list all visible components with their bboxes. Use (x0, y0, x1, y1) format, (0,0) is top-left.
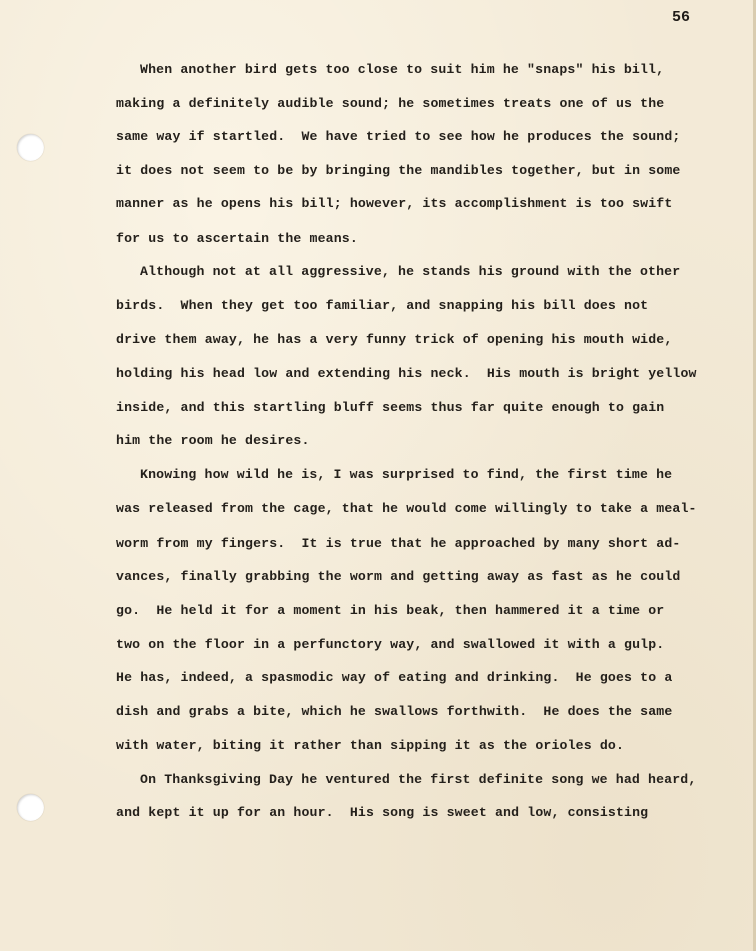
text-line: vances, finally grabbing the worm and getting away as fast as he could (116, 569, 681, 584)
text-line: go. He held it for a moment in his beak, then hammered it a time or (116, 603, 665, 618)
text-line: making a definitely audible sound; he sometimes treats one of us the (116, 96, 665, 111)
text-line: it does not seem to be by bringing the mandibles together, but in some (116, 163, 681, 178)
text-line: worm from my fingers. It is true that he approached by many short ad- (116, 536, 681, 551)
text-line: On Thanksgiving Day he ventured the first definite song we had heard, (140, 772, 697, 787)
text-line: with water, biting it rather than sipping it as the orioles do. (116, 738, 625, 753)
page-number: 56 (672, 9, 691, 26)
text-line: He has, indeed, a spasmodic way of eating and drinking. He goes to a (116, 670, 673, 685)
text-line: holding his head low and extending his neck. His mouth is bright yellow (116, 366, 697, 381)
text-line: birds. When they get too familiar, and snapping his bill does not (116, 298, 649, 313)
text-line: drive them away, he has a very funny trick of opening his mouth wide, (116, 332, 673, 347)
text-line: manner as he opens his bill; however, its accomplishment is too swift (116, 196, 673, 211)
text-line: Although not at all aggressive, he stands his ground with the other (140, 264, 681, 279)
text-line: Knowing how wild he is, I was surprised to find, the first time he (140, 467, 673, 482)
text-line: same way if startled. We have tried to see how he produces the sound; (116, 129, 681, 144)
text-line: was released from the cage, that he would come willingly to take a meal- (116, 501, 697, 516)
punch-hole-bottom (17, 794, 44, 821)
text-line: When another bird gets too close to suit him he "snaps" his bill, (140, 62, 665, 77)
text-line: for us to ascertain the means. (116, 231, 358, 246)
text-line: inside, and this startling bluff seems thus far quite enough to gain (116, 400, 665, 415)
text-line: and kept it up for an hour. His song is sweet and low, consisting (116, 805, 649, 820)
text-line: him the room he desires. (116, 433, 310, 448)
text-line: dish and grabs a bite, which he swallows forthwith. He does the same (116, 704, 673, 719)
text-line: two on the floor in a perfunctory way, and swallowed it with a gulp. (116, 637, 665, 652)
punch-hole-top (17, 134, 44, 161)
